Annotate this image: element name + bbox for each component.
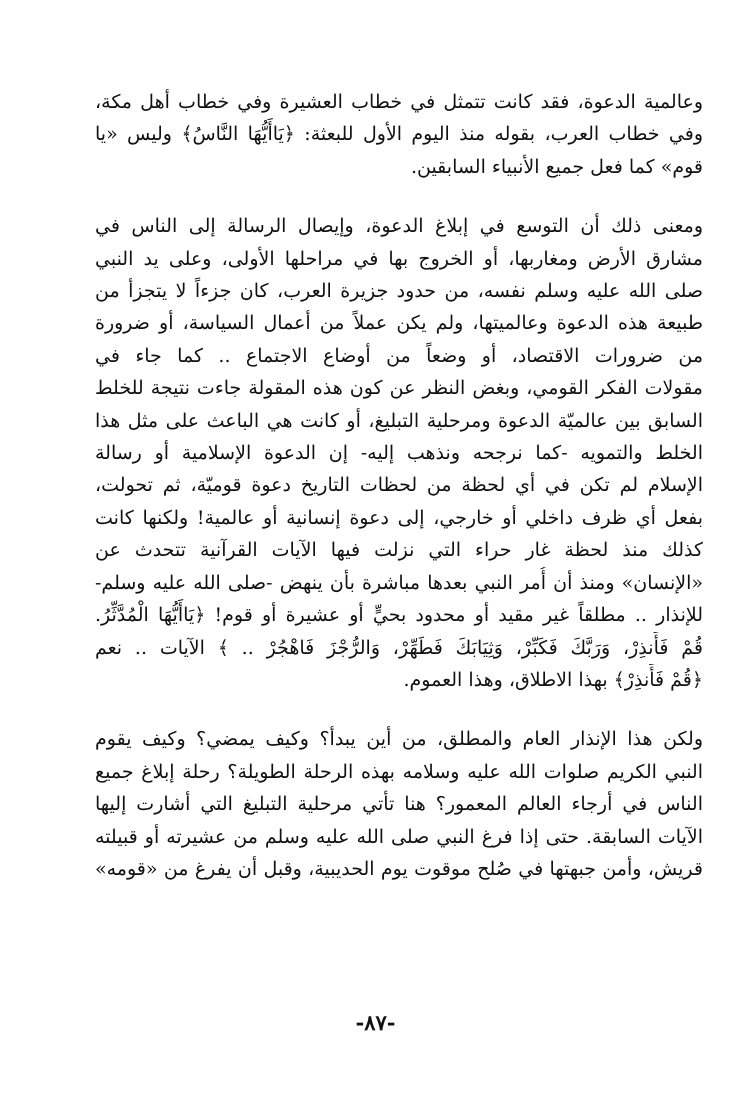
text-line: للإنذار .. مطلقاً غير مقيد أو محدود بحيٍّ أو عشيرة أو قوم! ﴿يَاأَيُّهَا الْمُدَّثِّرُ. bbox=[95, 604, 703, 627]
text-line: ولكن هذا الإنذار العام والمطلق، من أين يبدأ؟ وكيف يمضي؟ وكيف يقوم bbox=[95, 728, 703, 751]
text-line: من ضرورات الاقتصاد، أو وضعاً من أوضاع الاجتماع .. كما جاء في bbox=[95, 344, 703, 367]
page-number: -٨٧- bbox=[355, 1010, 396, 1035]
text-line: النبي الكريم صلوات الله عليه وسلامه بهذه الرحلة الطويلة؟ رحلة إبلاغ جميع bbox=[95, 760, 703, 783]
page-body bbox=[95, 86, 703, 885]
text-line: طبيعة هذه الدعوة وعالميتها، ولم يكن عملاً من أعمال السياسة، أو ضرورة bbox=[95, 312, 703, 335]
text-line: بفعل أي ظرف داخلي أو خارجي، إلى دعوة إنسانية أو عالمية! ولكنها كانت bbox=[95, 506, 703, 529]
text-line: مشارق الأرض ومغاربها، أو الخروج بها في مراحلها الأولى، وعلى يد النبي bbox=[95, 247, 703, 270]
paragraph-3 bbox=[95, 723, 703, 885]
text-line: «الإنسان» ومنذ أن أُمر النبي بعدها مباشرة بأن ينهض -صلى الله عليه وسلم- bbox=[95, 571, 703, 594]
text-line: ﴿قُمْ فَأَنذِرْ﴾ بهذا الاطلاق، وهذا العموم. bbox=[403, 668, 703, 691]
text-line: قريش، وأمن جبهتها في صُلح موقوت يوم الحديبية، وقبل أن يفرغ من «قومه» bbox=[95, 857, 703, 880]
text-line: الآيات السابقة. حتى إذا فرغ النبي صلى الله عليه وسلم من عشيرته أو قبيلته bbox=[95, 825, 703, 848]
text-line: وفي خطاب العرب، بقوله منذ اليوم الأول للبعثة: ﴿يَاأَيُّهَا النَّاسُ﴾ وليس «يا bbox=[95, 123, 703, 146]
text-line: قُمْ فَأَنذِرْ، وَرَبَّكَ فَكَبِّرْ، وَثِيَابَكَ فَطَهِّرْ، وَالرُّجْزَ فَاهْجُرْ .. ﴾ الآيات .. نعم bbox=[95, 636, 703, 659]
text-line: ومعنى ذلك أن التوسع في إبلاغ الدعوة، وإيصال الرسالة إلى الناس في bbox=[95, 215, 703, 238]
text-line: صلى الله عليه وسلم نفسه، من حدود جزيرة العرب، كان جزءاً لا يتجزأ من bbox=[95, 280, 703, 303]
text-line: وعالمية الدعوة، فقد كانت تتمثل في خطاب العشيرة وفي خطاب أهل مكة، bbox=[95, 91, 703, 113]
text-line: الناس في أرجاء العالم المعمور؟ هنا تأتي مرحلية التبليغ التي أشارت إليها bbox=[95, 793, 703, 816]
text-line: السابق بين عالميّة الدعوة ومرحلية التبليغ، أو كانت هي الباعث على مثل هذا bbox=[95, 409, 703, 432]
text-line: الخلط والتمويه -كما نرجحه ونذهب إليه- إن الدعوة الإسلامية أو رسالة bbox=[95, 442, 703, 465]
paragraph-2 bbox=[95, 210, 703, 696]
text-line: قوم» كما فعل جميع الأنبياء السابقين. bbox=[410, 155, 703, 178]
text-line: مقولات الفكر القومي، وبغض النظر عن كون هذه المقولة جاءت نتيجة للخلط bbox=[95, 377, 703, 400]
text-line: كذلك منذ لحظة غار حراء التي نزلت فيها الآيات القرآنية تتحدث عن bbox=[95, 539, 703, 562]
text-line: الإسلام لم تكن في أي لحظة من لحظات التاريخ دعوة قوميّة، ثم تحولت، bbox=[95, 474, 703, 497]
paragraph-1 bbox=[95, 86, 703, 183]
